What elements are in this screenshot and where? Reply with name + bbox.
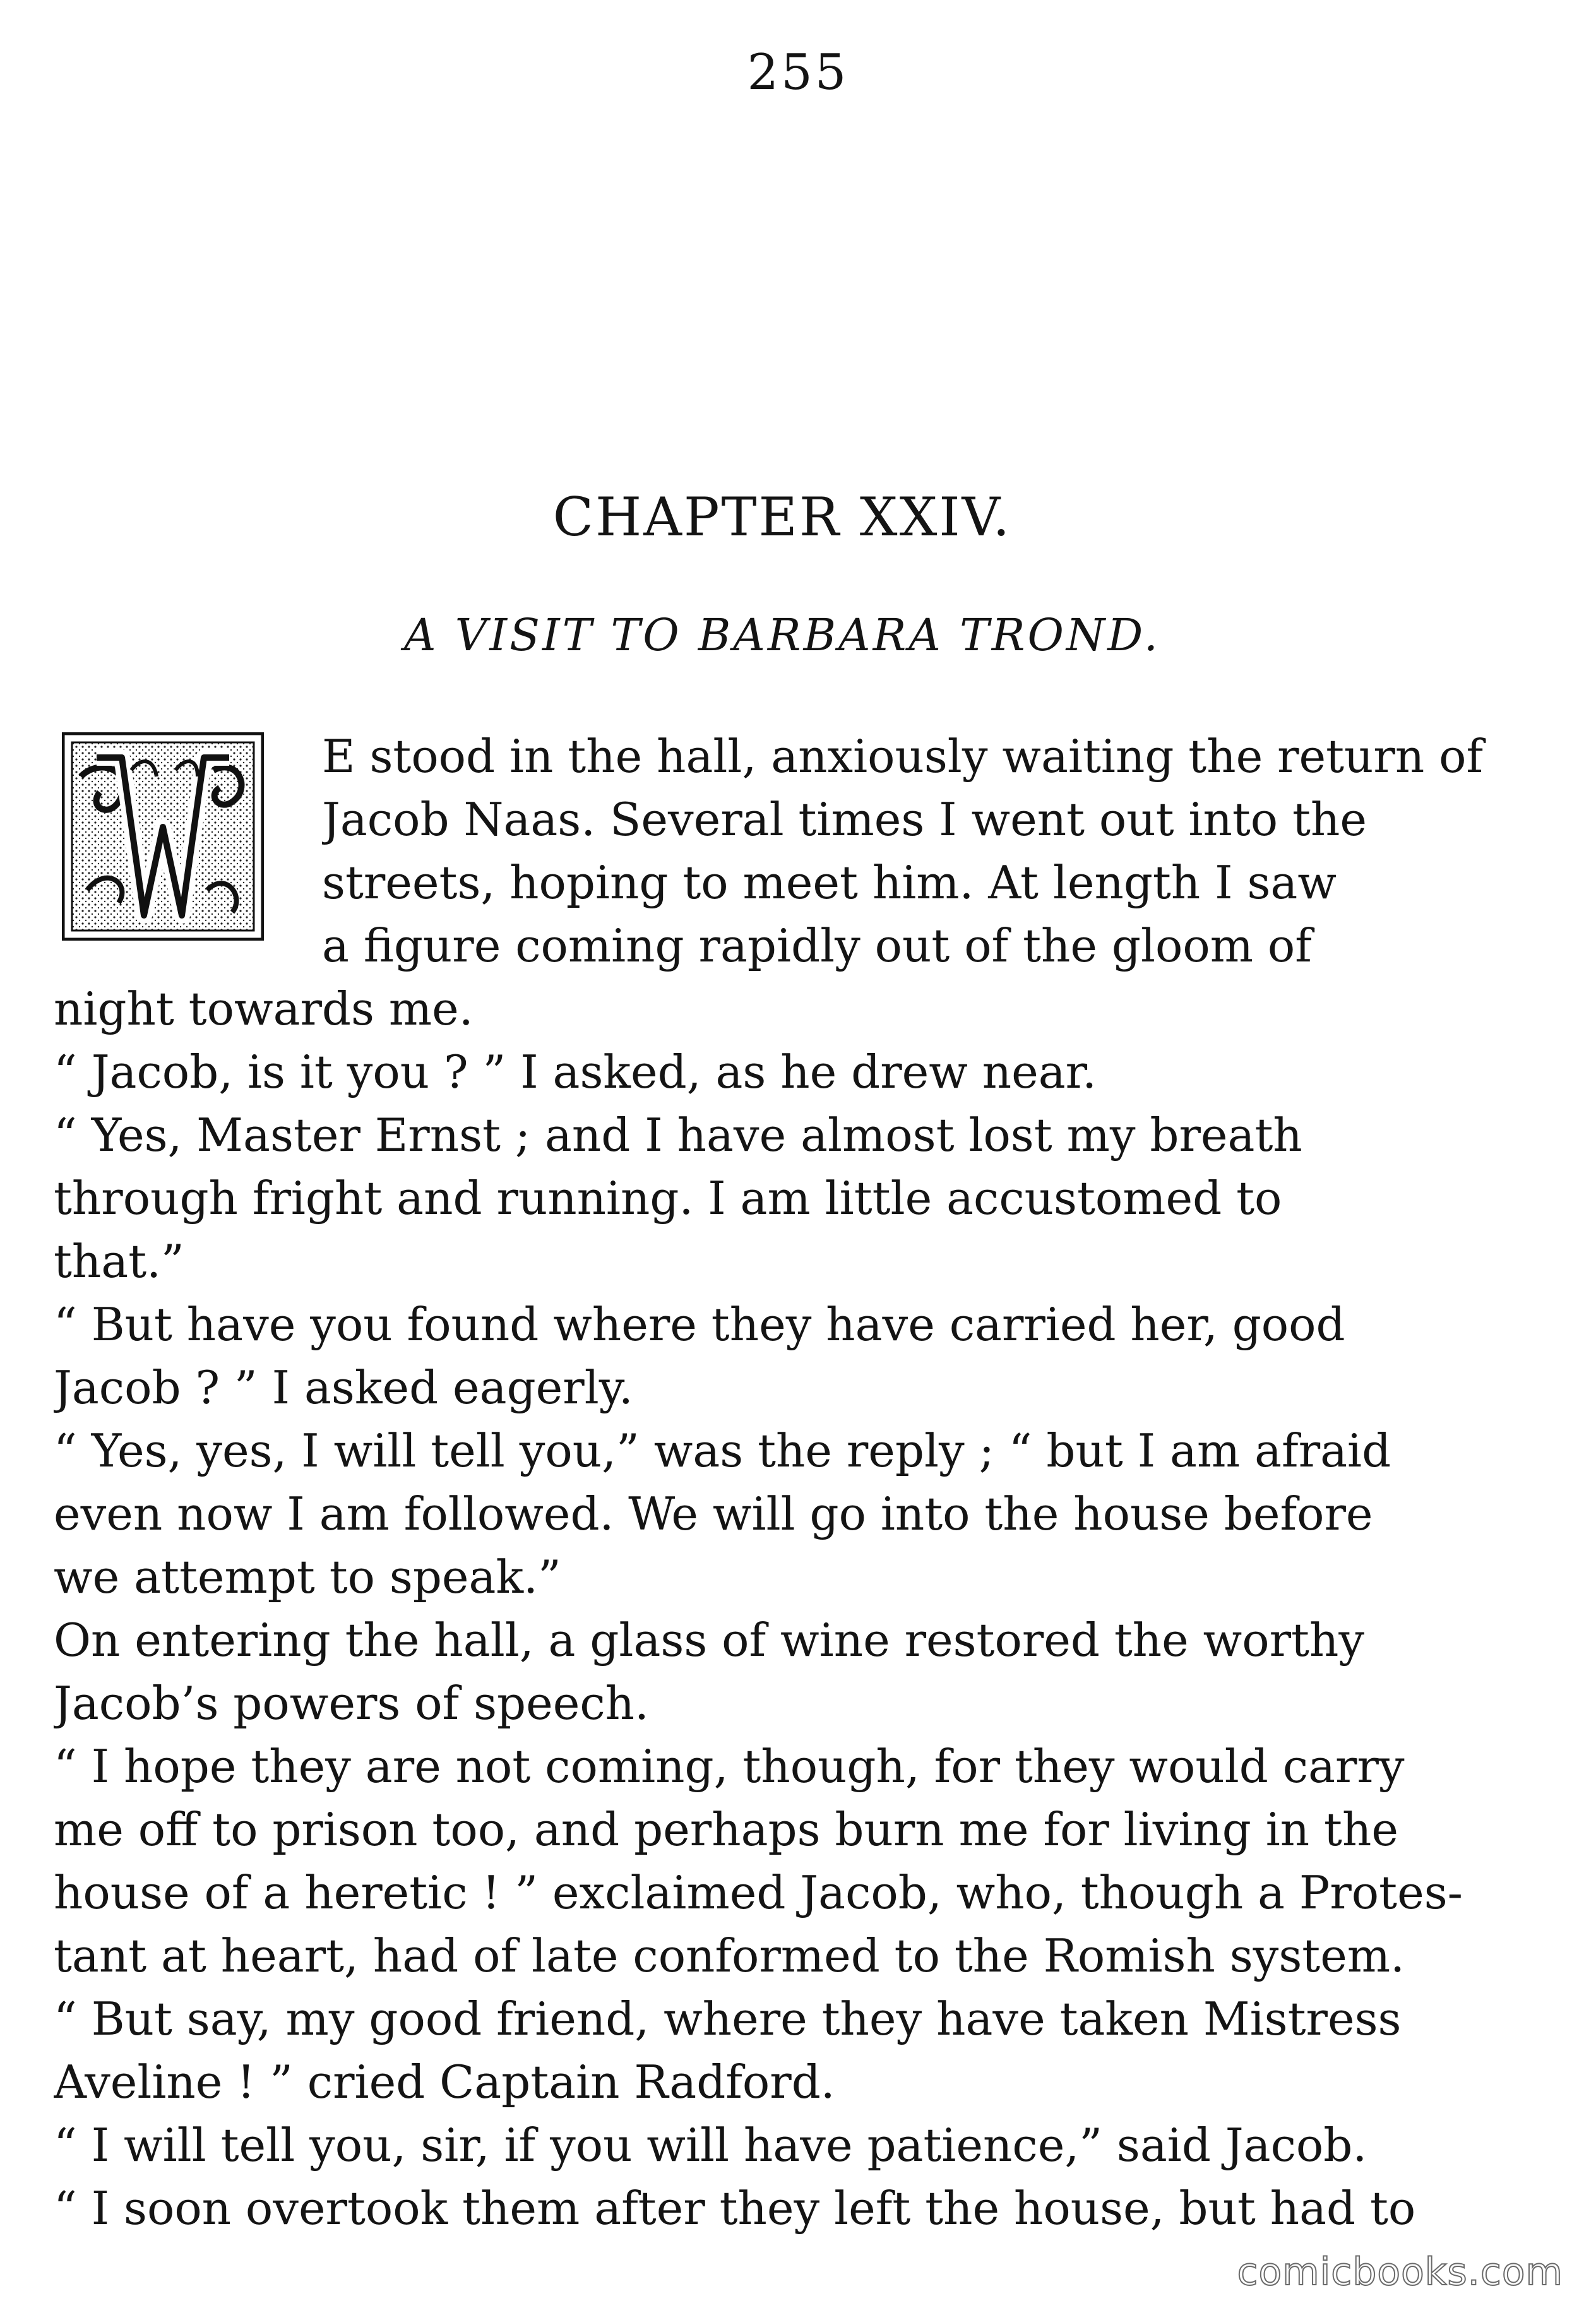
text-line: On entering the hall, a glass of wine restored the worthy xyxy=(54,1614,1365,1667)
text-line: streets, hoping to meet him. At length I saw xyxy=(322,856,1337,909)
drop-cap-w-ornament xyxy=(62,732,264,941)
text-line: that.” xyxy=(54,1235,184,1288)
chapter-title: CHAPTER XXIV. xyxy=(552,486,1012,548)
page-number: 255 xyxy=(747,44,849,101)
text-line: me off to prison too, and perhaps burn me for living in the xyxy=(54,1803,1398,1856)
watermark: comicbooks.com xyxy=(1237,2250,1563,2294)
text-line: Aveline ! ” cried Captain Radford. xyxy=(54,2055,835,2109)
dropcap-paragraph-lines xyxy=(322,725,1534,977)
text-line: Jacob Naas. Several times I went out into the xyxy=(322,793,1367,846)
text-line: Jacob’s powers of speech. xyxy=(54,1677,649,1730)
text-line: a figure coming rapidly out of the gloom of xyxy=(322,919,1312,972)
text-line: house of a heretic ! ” exclaimed Jacob, who, though a Protes- xyxy=(54,1866,1463,1919)
text-line: tant at heart, had of late conformed to the Romish system. xyxy=(54,1929,1405,1982)
text-line: through fright and running. I am little accustomed to xyxy=(54,1172,1282,1225)
body-text xyxy=(54,977,1534,2240)
text-line: “ I hope they are not coming, though, for they would carry xyxy=(54,1740,1405,1793)
text-line: E stood in the hall, anxiously waiting the return of xyxy=(322,730,1484,783)
text-line: night towards me. xyxy=(54,982,473,1035)
text-line: “ But have you found where they have carried her, good xyxy=(54,1298,1345,1351)
text-line: “ But say, my good friend, where they have taken Mistress xyxy=(54,1992,1402,2045)
text-line: even now I am followed. We will go into the house before xyxy=(54,1487,1373,1540)
text-line: “ I will tell you, sir, if you will have patience,” said Jacob. xyxy=(54,2119,1367,2172)
text-line: “ I soon overtook them after they left the house, but had to xyxy=(54,2182,1416,2235)
chapter-subtitle: A VISIT TO BARBARA TROND. xyxy=(404,609,1160,661)
text-line: Jacob ? ” I asked eagerly. xyxy=(54,1361,633,1414)
text-line: “ Yes, Master Ernst ; and I have almost lost my breath xyxy=(54,1109,1302,1162)
text-line: “ Yes, yes, I will tell you,” was the reply ; “ but I am afraid xyxy=(54,1424,1391,1477)
text-line: we attempt to speak.” xyxy=(54,1550,561,1603)
text-line: “ Jacob, is it you ? ” I asked, as he drew near. xyxy=(54,1045,1097,1098)
